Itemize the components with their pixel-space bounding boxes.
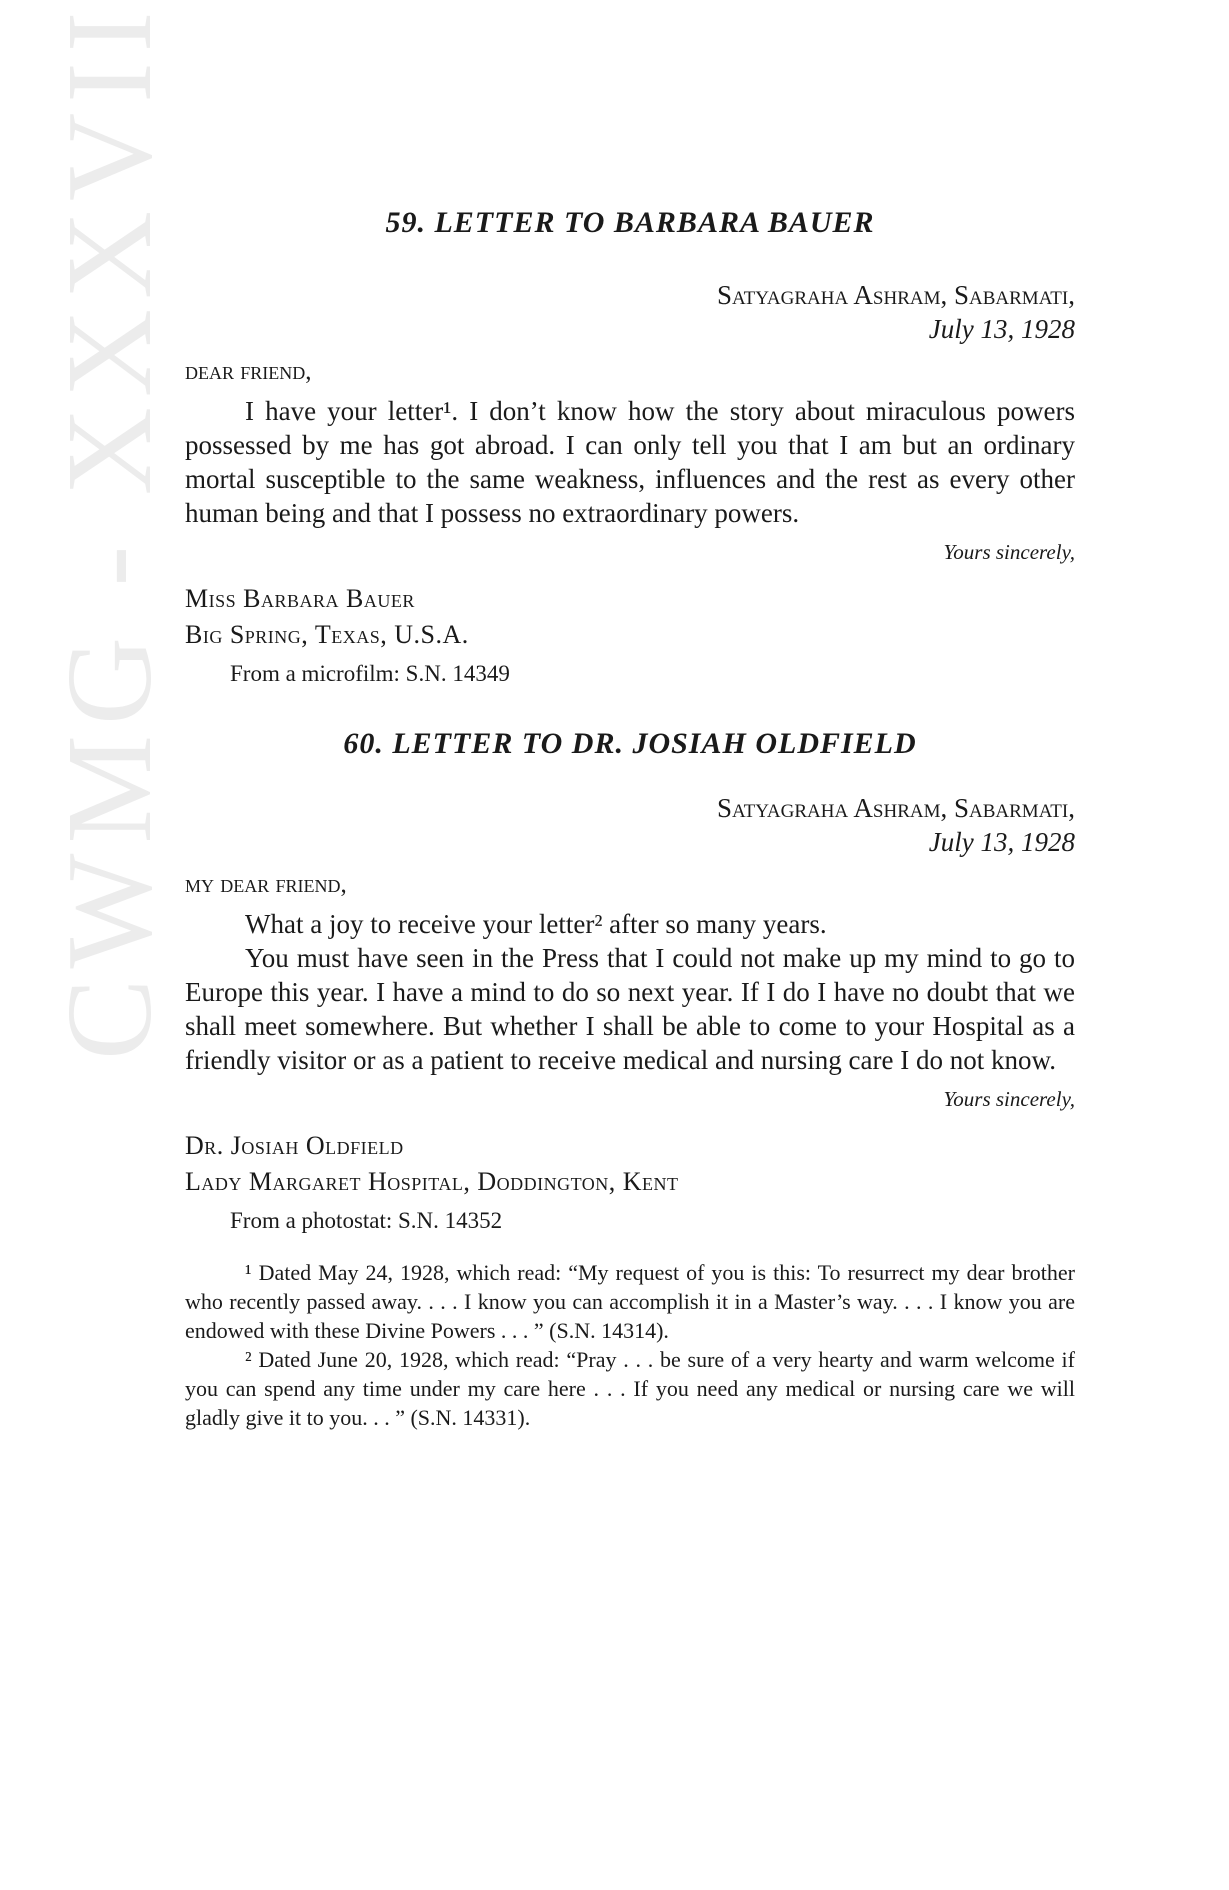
paragraph: What a joy to receive your letter² after so many years. — [245, 909, 827, 939]
paragraph: You must have seen in the Press that I could not make up my mind to go to Europe this year. I have a mind to do so next year. If I do I have no doubt that we shall meet somewhere. But whether I shall be able to come to your Hospital as a friendly visitor or as a patient to receive medical and nursing care I do not know. — [185, 943, 1075, 1075]
letter-date: July 13, 1928 — [928, 827, 1075, 857]
letter-body — [185, 394, 1075, 530]
recipient-address: Big Spring, Texas, U.S.A. — [185, 620, 469, 649]
footnotes — [185, 1258, 1075, 1432]
letter-title: 60. LETTER TO DR. JOSIAH OLDFIELD — [343, 727, 917, 760]
closing: Yours sincerely, — [943, 540, 1075, 564]
letter-place: Satyagraha Ashram, Sabarmati, — [717, 280, 1075, 310]
footnote: ² Dated June 20, 1928, which read: “Pray . . . be sure of a very hearty and warm welcome if you can spend any time under my care here . . . If you need any medical or nursing care we will gladly give it to you. . . ” (S.N. 14331). — [185, 1347, 1075, 1430]
letter-59 — [185, 206, 1075, 687]
recipient-name: Dr. Josiah Oldfield — [185, 1131, 404, 1160]
salutation: my dear friend, — [185, 871, 347, 898]
letter-60 — [185, 727, 1075, 1234]
salutation: dear friend, — [185, 358, 312, 385]
source-note: From a photostat: S.N. 14352 — [230, 1208, 503, 1233]
footnote: ¹ Dated May 24, 1928, which read: “My request of you is this: To resurrect my dear brother who recently passed away. . . . I know you can accomplish it in a Master’s way. . . . I know you are endowed with these Divine Powers . . . ” (S.N. 14314). — [185, 1260, 1075, 1343]
closing: Yours sincerely, — [943, 1087, 1075, 1111]
document-page — [185, 0, 1075, 1432]
recipient-name: Miss Barbara Bauer — [185, 584, 415, 613]
letter-title: 59. LETTER TO BARBARA BAUER — [385, 206, 875, 239]
letter-place: Satyagraha Ashram, Sabarmati, — [717, 793, 1075, 823]
source-note: From a microfilm: S.N. 14349 — [230, 661, 510, 686]
paragraph: I have your letter¹. I don’t know how the story about miraculous powers possessed by me has got abroad. I can only tell you that I am but an ordinary mortal susceptible to the same weakness, influences and the rest as every other human being and that I possess no extraordinary powers. — [185, 396, 1075, 528]
watermark: CWMG - XXXVII — [42, 1, 177, 1060]
letter-body — [185, 907, 1075, 1077]
letter-date: July 13, 1928 — [928, 314, 1075, 344]
recipient-address: Lady Margaret Hospital, Doddington, Kent — [185, 1167, 679, 1196]
